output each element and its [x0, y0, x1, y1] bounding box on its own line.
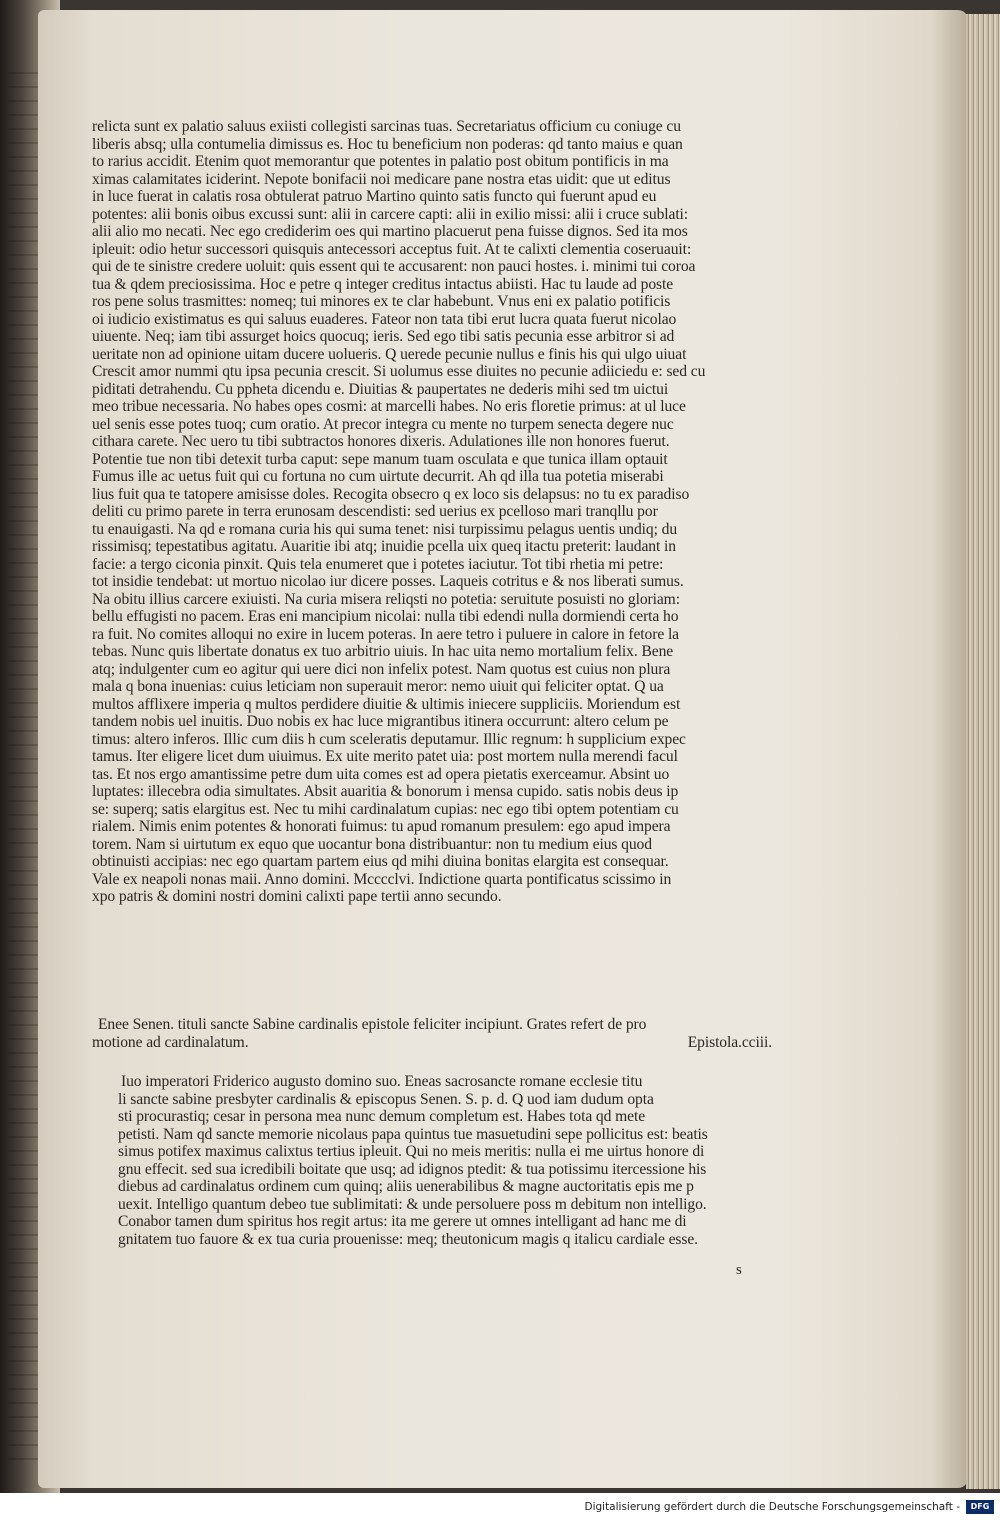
text-line: mala q bona inuenias: cuius leticiam non superauit meror: nemo uiuit qui feliciter optat. Q ua	[92, 678, 664, 695]
text-line: rissimisq; tepestatibus agitatu. Auaritie ibi atq; inuidie pcella uix queq itactu preterit: laudant in	[92, 538, 676, 555]
text-line: cithara carete. Nec uero tu tibi subtractos honores dixeris. Adulationes ille non honores fuerut.	[92, 433, 670, 450]
text-line: luptates: illecebra odia simultates. Absit auaritia & bonorum i mensa cupido. satis nobis deus ip	[92, 783, 679, 800]
text-line: piditati detrahendu. Cu ppheta dicendu e. Diuitias & paupertates ne dederis mihi sed tm uictui	[92, 380, 669, 398]
text-line: rialem. Nimis enim potentes & honorati fuimus: tu apud romanum presulem: ego apud impera	[92, 818, 671, 835]
text-line: relicta sunt ex palatio saluus exiisti collegisti sarcinas tuas. Secretariatus officium cu coniuge cu	[92, 118, 681, 135]
text-line: Na obitu illius carcere exiuisti. Na curia misera reliqsti no potetia: seruitute posuisti no gloriam:	[92, 590, 680, 608]
heading-line-2: motione ad cardinalatum.	[92, 1034, 249, 1051]
epistle-heading	[92, 1016, 772, 1052]
text-line: deliti cu primo parete in terra erunosam descendisti: sed uerius ex pcelloso mari tranqllu por	[92, 503, 658, 520]
text-line: oi iudicio existimatus es qui saluus euaderes. Fateor non tata tibi erut lucra quata fuerut nicolao	[92, 310, 677, 328]
page-fore-edge	[966, 14, 1000, 1489]
text-line: Crescit amor nummi qtu ipsa pecunia crescit. Si uolumus esse diuites no pecunie adiiciedu e: sed cu	[92, 363, 706, 380]
text-line: liberis absq; ulla contumelia dimissus es. Hoc tu beneficium non poderas: qd tanto maius e quan	[92, 135, 683, 153]
text-line: ximas calamitates iciderint. Nepote bonifacii noi medicare pane nostra etas uidit: que ut editus	[92, 170, 671, 188]
text-line: tebas. Nunc quis libertate donatus ex tuo arbitrio uiuis. In hac uita nemo mortalium felix. Bene	[92, 643, 674, 660]
signature-mark: s	[736, 1262, 742, 1278]
text-line: tas. Et nos ergo amantissime petre dum uita comes est ad opera pietatis exerceamur. Absint uo	[92, 765, 670, 783]
text-line: alii alio mo necati. Nec ego crediderim oes qui martino placuerut pena fuisse dignos. Sed ita mos	[92, 223, 688, 240]
footer-bar	[0, 1493, 1000, 1523]
letter-line: li sancte sabine presbyter cardinalis & episcopus Senen. S. p. d. Q uod iam dudum opta	[118, 1090, 654, 1108]
text-line: timus: altero inferos. Illic cum diis h cum sceleratis deputamur. Illic regnum: h supplicium expec	[92, 730, 686, 748]
text-line: ueritate non ad opinione uitam ducere uolueris. Q uerede pecunie nullus e finis his qui ulgo uiuat	[92, 345, 687, 363]
text-line: meo tribue necessaria. No habes opes cosmi: at marcelli habes. No eris floretie primus: at ul luce	[92, 398, 686, 415]
text-line: tua & qdem preciosissima. Hoc e petre q integer creditus intactus abiisti. Hac tu laude ad poste	[92, 275, 674, 293]
text-line: tot insidie tendebat: ut mortuo nicolao iur dicere posses. Laqueis cotritus e & nos liberati sumus.	[92, 573, 684, 590]
letter-line: simus potifex maximus calixtus tertius ipleuit. Qui no meis meritis: nulla ei me uirtus honore di	[118, 1143, 705, 1160]
text-line: Potentie tue non tibi detexit turba caput: sepe manum tuam osculata e que tunica illam optauit	[92, 450, 668, 468]
text-line: potentes: alii bonis oibus excussi sunt: alii in carcere capti: alii in exilio missi: alii i cruce sublati:	[92, 205, 689, 223]
text-line: torem. Nam si uirtutum ex equo que uocantur bona distribuantur: non tu medium eius quod	[92, 835, 652, 853]
text-line: tandem nobis uel inuitis. Duo nobis ex hac luce migrantibus itinera occurrunt: altero celum pe	[92, 713, 669, 730]
footer-credit: Digitalisierung gefördert durch die Deutsche Forschungsgemeinschaft -	[584, 1501, 960, 1513]
letter-text-block	[66, 1073, 776, 1248]
text-line: atq; indulgenter cum eo agitur qui uere dici non infelix potest. Nam quotus est cuius non plura	[92, 660, 671, 678]
letter-line: sti procurastiq; cesar in persona mea nunc demum completum est. Habes tota qd mete	[118, 1108, 646, 1125]
text-line: facie: a tergo ciconia pinxit. Quis tela enumeret que i potetes iaciutur. Tot tibi rhetia mi petre:	[92, 555, 664, 573]
text-line: tamus. Iter eligere licet dum uiuimus. Ex uite merito patet uia: post mortem nulla merendi facul	[92, 748, 678, 765]
text-line: Fumus ille ac uetus fuit qui cu fortuna no cum uirtute decurrit. Ah qd illa tua potetia miserabi	[92, 468, 664, 485]
text-line: in luce fuerat in calatis rosa obtulerat patruo Martino quinto satis functo qui fuerunt apud eu	[92, 188, 657, 205]
letter-line: Conabor tamen dum spiritus hos regit artus: ita me gerere ut omnes intelligant ad hanc me di	[118, 1213, 687, 1230]
text-line: uiuente. Neq; iam tibi assurget hoics quocuq; ieris. Sed ego tibi satis pecunia esse arbitror si ad	[92, 328, 675, 345]
letter-line: uexit. Intelligo quantum debeo tue sublimitati: & unde persoluere poss m debitum non intelligo.	[118, 1195, 707, 1213]
text-line: xpo patris & domini nostri domini calixti pape tertii anno secundo.	[92, 888, 502, 905]
letter-line: gnu effecit. sed sua icredibili boitate que usq; ad idignos ptedit: & tua potissimu itercessione his	[118, 1160, 707, 1178]
text-line: bellu effugisti no pacem. Eras eni mancipium nicolai: nulla tibi edendi nulla dormiendi certa ho	[92, 608, 679, 625]
text-line: to rarius accidit. Etenim quot memorantur que potentes in palatio post obitum pontificis in ma	[92, 153, 669, 170]
epistola-number: Epistola.cciii.	[687, 1034, 772, 1051]
text-line: ros pene solus trasmittes: nomeq; tui minores ex te clar habebunt. Vnus eni ex palatio potificis	[92, 293, 671, 310]
letter-line: diebus ad cardinalatus ordinem cum quinq; aliis uenerabilibus & magne auctoritatis epis me p	[118, 1178, 694, 1195]
text-line: se: superq; satis elargitus est. Nec tu mihi cardinalatum cupias: nec ego tibi optem potentiam cu	[92, 800, 679, 818]
letter-line: gnitatem tuo fauore & ex tua curia prouenisse: meq; theutonicum magis q italicu cardiale esse.	[118, 1230, 698, 1248]
text-line: lius fuit qua te tatopere amisisse doles. Recogita obsecro q ex loco sis delapsus: no tu ex paradiso	[92, 485, 690, 503]
text-line: multos afflixere imperia q multos perdidere diuitie & ultimis iniecere suppliciis. Moriendum est	[92, 695, 681, 713]
text-line: tu enauigasti. Na qd e romana curia his qui suma tenet: nisi turpissimu pelagus uentis undiq; du	[92, 520, 678, 538]
text-line: Vale ex neapoli nonas maii. Anno domini. Mcccclvi. Indictione quarta pontificatus scissimo in	[92, 870, 672, 888]
text-line: ra fuit. No comites alloqui no exire in lucem poteras. In aere tetro i puluere in calore in fetore la	[92, 625, 679, 643]
letter-line: Iuo imperatori Friderico augusto domino suo. Eneas sacrosancte romane ecclesie titu	[121, 1073, 643, 1090]
heading-row-2	[92, 1034, 772, 1052]
letter-line: petisti. Nam qd sancte memorie nicolaus papa quintus tue masuetudini sepe pollicitus est: beatis	[118, 1125, 708, 1143]
text-line: qui de te sinistre credere uoluit: quis essent qui te accusarent: non pauci hostes. i. minimi tui coroa	[92, 258, 696, 275]
text-line: ipleuit: odio hetur successori quisquis antecessori acceptus fuit. At te calixti clementia coseruauit:	[92, 240, 692, 258]
main-text-block	[92, 118, 772, 906]
heading-line-1: Enee Senen. tituli sancte Sabine cardinalis epistole feliciter incipiunt. Grates refert de pro	[98, 1016, 647, 1033]
text-line: obtinuisti accipias: nec ego quartam partem eius qd mihi diuina bonitas elargita est consequar.	[92, 853, 669, 870]
text-line: uel senis esse potes tuoq; cum oratio. At precor integra cu mente no turpem senecta degere nuc	[92, 415, 674, 433]
dfg-logo: DFG	[966, 1500, 994, 1514]
